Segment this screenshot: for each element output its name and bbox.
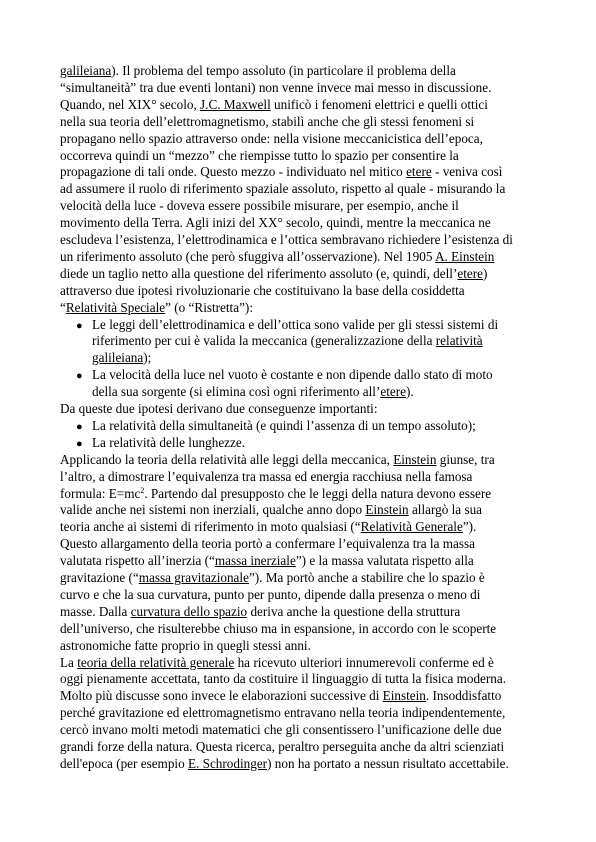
text-run: . Insoddisfatto	[425, 688, 502, 704]
text-run: ” (o “Ristretta”):	[165, 299, 253, 315]
link[interactable]: massa gravitazionale	[138, 570, 249, 585]
text-line	[60, 469, 472, 486]
text-run: ”).	[462, 519, 477, 535]
text-run: “simultaneità” tra due eventi lontani) non venne invece mai messo in discussione.	[60, 79, 492, 95]
text-line	[60, 131, 483, 148]
text-line	[60, 722, 502, 739]
text-run: ”) e la massa valutata rispetto alla	[295, 553, 474, 569]
link[interactable]: A. Einstein	[435, 248, 495, 264]
text-line	[60, 621, 496, 638]
link[interactable]: galileiana	[60, 63, 112, 78]
text-run: gravitazione (“	[60, 570, 139, 585]
text-run: - veniva così	[431, 164, 503, 180]
link[interactable]: etere	[457, 265, 483, 281]
text-line	[60, 655, 494, 672]
text-run: un riferimento assoluto (che però sfuggiva all’osservazione). Nel 1905	[60, 248, 435, 264]
text-line	[60, 401, 378, 418]
link[interactable]: Einstein	[393, 451, 437, 467]
text-run: ”). Ma portò anche a stabilire che lo spazio è	[248, 570, 485, 585]
link[interactable]: massa inerziale	[214, 553, 296, 569]
text-line	[60, 756, 509, 773]
text-run: propagano nello spazio attraverso onde: nella visione meccanicistica dell’epoca,	[60, 130, 483, 146]
link[interactable]: E. Schrodinger	[187, 755, 268, 771]
text-run: oggi pienamente accettata, tanto da costituire il linguaggio di tutta la fisica moderna.	[60, 671, 507, 687]
text-line	[60, 604, 460, 621]
bullet-item-line	[92, 418, 476, 435]
bullet-item-line	[92, 317, 498, 334]
text-line	[60, 553, 474, 570]
text-line	[60, 536, 475, 553]
text-line	[60, 63, 456, 80]
text-run: perché gravitazione ed elettromagnetismo entravano nella teoria indipendentemente,	[60, 705, 506, 721]
text-run: giunse, tra	[436, 451, 495, 467]
link[interactable]: teoria della relatività generale	[77, 654, 235, 670]
text-line	[60, 570, 485, 587]
text-line	[92, 333, 483, 350]
text-run: unificò i fenomeni elettrici e quelli ottici	[270, 96, 488, 112]
text-run: ).	[405, 384, 414, 400]
text-run: );	[143, 350, 152, 366]
superscript: 2	[140, 485, 145, 495]
text-line	[60, 266, 487, 283]
text-run: Quando, nel XIX° secolo,	[60, 96, 201, 112]
text-run: valutata rispetto all’inerzia (“	[60, 553, 215, 569]
text-run: La relatività delle lunghezze.	[92, 434, 246, 450]
text-line	[60, 519, 476, 536]
text-run: ha ricevuto ulteriori innumerevoli conferme ed è	[234, 654, 494, 670]
text-line	[92, 350, 151, 367]
bullet-icon: ●	[76, 370, 83, 383]
text-run: della sua sorgente (si elimina così ogni riferimento all’	[92, 384, 381, 400]
text-line	[60, 283, 465, 300]
text-run: occorreva quindi un “mezzo” che riempisse tutto lo spazio per consentire la	[60, 147, 459, 163]
text-run: escludeva l’esistenza, l’elettrodinamica e l’ottica sembravano richiedere l’esistenza di	[60, 232, 513, 247]
text-line	[60, 198, 459, 215]
link[interactable]: etere	[380, 384, 406, 400]
text-run: ). Il problema del tempo assoluto (in particolare il problema della	[111, 63, 456, 78]
link[interactable]: curvatura dello spazio	[130, 603, 248, 619]
text-run: propagazione di tali onde. Questo mezzo - individuato nel mitico	[60, 164, 407, 180]
text-run: nella sua teoria dell’elettromagnetismo, stabilì anche che gli stessi fenomeni si	[60, 113, 475, 129]
text-run: . Partendo dal presupposto che le leggi della natura devono essere	[144, 485, 492, 501]
link[interactable]: etere	[406, 164, 432, 180]
text-run: teoria anche ai sistemi di riferimento in moto qualsiasi (“	[60, 519, 361, 535]
text-run: Questo allargamento della teoria portò a confermare l’equivalenza tra la massa	[60, 536, 475, 552]
text-run: movimento della Terra. Agli inizi del XX° secolo, quindi, mentre la meccanica ne	[60, 215, 491, 231]
text-line	[92, 384, 414, 401]
text-run: masse. Dalla	[60, 603, 131, 619]
text-run: Applicando la teoria della relatività alle leggi della meccanica,	[60, 451, 394, 467]
text-run: allargò la sua	[408, 502, 483, 518]
bullet-item-line	[92, 435, 245, 452]
bullet-icon: ●	[76, 420, 83, 433]
link[interactable]: Einstein	[365, 502, 409, 518]
text-line	[60, 181, 505, 198]
text-run: Molto più discusse sono invece le elaborazioni successive di	[60, 688, 383, 704]
text-line	[60, 452, 495, 469]
text-line	[60, 148, 459, 165]
text-run: astronomiche fatte proprio in quegli stessi anni.	[60, 637, 311, 653]
link[interactable]: galileiana	[92, 350, 144, 366]
text-run: l’altro, a dimostrare l’equivalenza tra massa ed energia racchiusa nella famosa	[60, 468, 473, 484]
text-run: La velocità della luce nel vuoto è costante e non dipende dallo stato di moto	[92, 367, 493, 383]
text-run: ) non ha portato a nessun risultato accettabile.	[267, 755, 509, 771]
link[interactable]: Relatività Generale	[360, 519, 463, 535]
text-run: cercò invano molti metodi matematici che gli consentissero l’unificazione delle due	[60, 722, 502, 738]
text-line	[60, 215, 491, 232]
text-line	[60, 688, 501, 705]
text-line	[60, 671, 506, 688]
text-run: La relatività della simultaneità (e quindi l’assenza di un tempo assoluto);	[92, 417, 476, 433]
text-run: riferimento per cui è valida la meccanica (generalizzazione della	[92, 333, 436, 349]
text-line	[60, 164, 502, 181]
text-run: formula: E=mc	[60, 485, 141, 501]
link[interactable]: J.C. Maxwell	[200, 96, 271, 112]
text-line	[60, 249, 494, 266]
text-line	[60, 638, 311, 655]
text-run: valide anche nei sistemi non inerziali, qualche anno dopo	[60, 502, 366, 518]
text-line	[60, 739, 504, 756]
text-run: curvo e che la sua curvatura, punto per punto, dipende dalla presenza o meno di	[60, 586, 481, 602]
text-line	[60, 502, 482, 519]
link[interactable]: Einstein	[382, 688, 426, 704]
text-run: “	[60, 299, 66, 315]
text-run: ad assumere il ruolo di riferimento spaziale assoluto, rispetto al quale - misurando la	[60, 181, 506, 197]
text-line	[60, 232, 513, 249]
text-run: attraverso due ipotesi rivoluzionarie che costituivano la base della cosiddetta	[60, 282, 465, 298]
text-line	[60, 97, 488, 114]
text-run: Da queste due ipotesi derivano due conseguenze importanti:	[60, 401, 378, 416]
text-line	[60, 114, 474, 131]
text-run: deriva anche la questione della struttura	[247, 603, 461, 619]
text-run: grandi forze della natura. Questa ricerca, peraltro perseguita anche da altri scienziati	[60, 739, 505, 754]
text-run: dell’universo, che risulterebbe chiuso ma in espansione, in accordo con le scoperte	[60, 620, 497, 636]
bullet-icon: ●	[76, 319, 83, 332]
text-run: La	[60, 654, 78, 670]
link[interactable]: relatività	[435, 333, 483, 349]
bullet-item-line	[92, 367, 493, 384]
text-line	[60, 300, 253, 317]
text-line	[60, 705, 505, 722]
text-run: diede un taglio netto alla questione del riferimento assoluto (e, quindi, dell’	[60, 265, 458, 281]
bullet-icon: ●	[76, 437, 83, 450]
text-run: dell'epoca (per esempio	[60, 755, 188, 771]
text-run: velocità della luce - doveva essere possibile misurare, per esempio, anche il	[60, 198, 459, 214]
text-run: )	[482, 265, 488, 281]
text-run: Le leggi dell’elettrodinamica e dell’ottica sono valide per gli stessi sistemi di	[92, 316, 499, 332]
text-line	[60, 486, 491, 503]
link[interactable]: Relatività Speciale	[65, 299, 166, 315]
text-line	[60, 80, 491, 97]
text-line	[60, 587, 480, 604]
